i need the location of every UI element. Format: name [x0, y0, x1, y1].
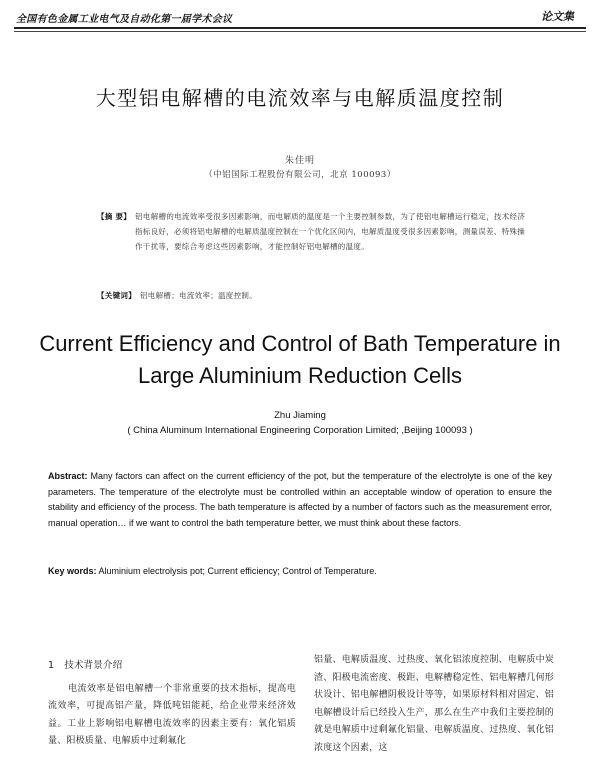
section-number: 1 [48, 660, 55, 671]
section-title: 技术背景介绍 [64, 660, 123, 671]
english-abstract-text: Many factors can affect on the current efficiency of the pot, but the temperature of the electrolyte is one of the key parameters. The temperature of the electrolyte must be controlled within an acceptable window of operation to ensure the stability and efficiency of the process. The bath temperature is affected by a number of factors such as the measurement error, manual operation… if we want to control the bath temperature better, we must think about these factors. [48, 471, 552, 528]
english-affiliation: ( China Aluminum International Engineering Corporation Limited; ,Beijing 100093 ) [127, 425, 473, 436]
header-rule [14, 27, 586, 29]
english-title-line-1: Current Efficiency and Control of Bath Temperature in [39, 331, 561, 356]
section-heading [48, 657, 296, 675]
chinese-title: 大型铝电解槽的电流效率与电解质温度控制 [95, 86, 505, 110]
chinese-affiliation: （中铝国际工程股份有限公司，北京 100093） [204, 170, 396, 180]
running-header-proceedings: 全国有色金属工业电气及自动化第一届学术会议 [16, 14, 233, 25]
chinese-keywords-label: 【关键词】 [97, 291, 136, 300]
running-header-section: 论文集 [541, 10, 574, 23]
body-left-column [48, 657, 296, 751]
body-paragraph-right: 铝量、电解质温度、过热度、氧化铝浓度控制、电解质中炭渣、阳极电流密度、极距、电解槽稳定性、铝电解槽几何形状设计、铝电解槽阴极设计等等，如果原材料相对固定、铝电解槽设计后已经投入生产，那么在生产中我们主要控制的就是电解质中过剩氟化铝量、电解质温度、过热度、氧化铝浓度这个因素，这 [314, 655, 554, 753]
english-title-line-2: Large Aluminium Reduction Cells [137, 363, 463, 388]
chinese-abstract-label: 【摘 要】 [97, 212, 132, 221]
chinese-author: 朱佳明 [284, 156, 315, 166]
chinese-abstract-text: 铝电解槽的电流效率受很多因素影响，而电解质的温度是一个主要控制参数，为了使铝电解槽运行稳定，技术经济指标良好，必须将铝电解槽的电解质温度控制在一个优化区间内，电解质温度受很多因素影响，测量误差、特殊操作干扰等，要综合考虑这些因素影响，才能控制好铝电解槽的温度。 [135, 212, 526, 251]
english-keywords [48, 566, 552, 576]
body-right-column [314, 652, 554, 757]
header-rule-thin [14, 31, 586, 32]
english-abstract [48, 469, 552, 531]
english-author: Zhu Jiaming [274, 410, 326, 421]
english-keywords-label: Key words: [48, 566, 97, 576]
chinese-keywords-text: 铝电解槽；电流效率；温度控制。 [140, 291, 257, 300]
body-paragraph-left: 电流效率是铝电解槽一个非常重要的技术指标，提高电流效率，可提高铝产量，降低吨铝能耗，给企业带来经济效益。工业上影响铝电解槽电流效率的因素主要有：氧化铝质量、阳极质量、电解质中过剩氟化 [48, 683, 296, 746]
english-title [0, 328, 600, 392]
english-abstract-label: Abstract: [48, 471, 88, 481]
chinese-keywords [97, 290, 527, 301]
english-keywords-text: Aluminium electrolysis pot; Current efficiency; Control of Temperature. [96, 566, 377, 576]
chinese-abstract [97, 209, 527, 254]
